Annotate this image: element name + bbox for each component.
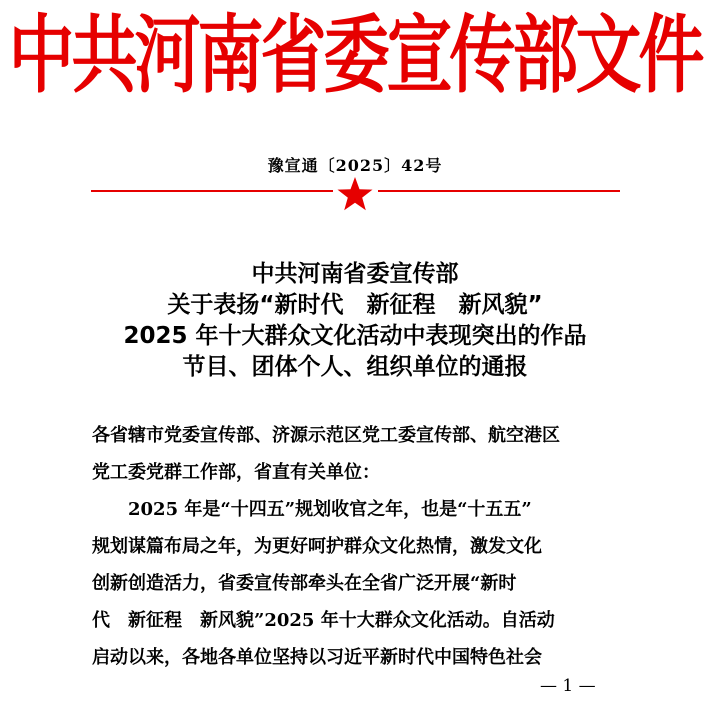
red-rule-right bbox=[378, 190, 620, 192]
body-line: 创新创造活力，省委宣传部牵头在全省广泛开展“新时 bbox=[92, 573, 517, 594]
red-star-icon bbox=[336, 176, 374, 212]
document-body bbox=[92, 417, 620, 676]
body-line: 代 新征程 新风貌”2025 年十大群众文化活动。自活动 bbox=[92, 610, 555, 631]
body-line: 规划谋篇布局之年，为更好呵护群众文化热情，激发文化 bbox=[92, 536, 542, 557]
masthead-title: 中共河南省委宣传部文件 bbox=[8, 6, 702, 105]
document-title bbox=[0, 259, 710, 383]
document-number: 豫宣通〔2025〕42号 bbox=[267, 156, 443, 175]
title-line: 关于表扬“新时代 新征程 新风貌” bbox=[167, 292, 543, 318]
body-line: 各省辖市党委宣传部、济源示范区党工委宣传部、航空港区 bbox=[92, 425, 560, 446]
body-line: 党工委党群工作部，省直有关单位： bbox=[92, 462, 380, 483]
page-number: — 1 — bbox=[540, 676, 596, 696]
body-line: 启动以来，各地各单位坚持以习近平新时代中国特色社会 bbox=[92, 647, 542, 668]
title-line: 2025 年十大群众文化活动中表现突出的作品 bbox=[123, 323, 587, 349]
body-line: 2025 年是“十四五”规划收官之年，也是“十五五” bbox=[92, 499, 532, 520]
red-rule-left bbox=[91, 190, 333, 192]
title-line: 节目、团体个人、组织单位的通报 bbox=[182, 354, 528, 380]
title-line: 中共河南省委宣传部 bbox=[251, 261, 459, 287]
